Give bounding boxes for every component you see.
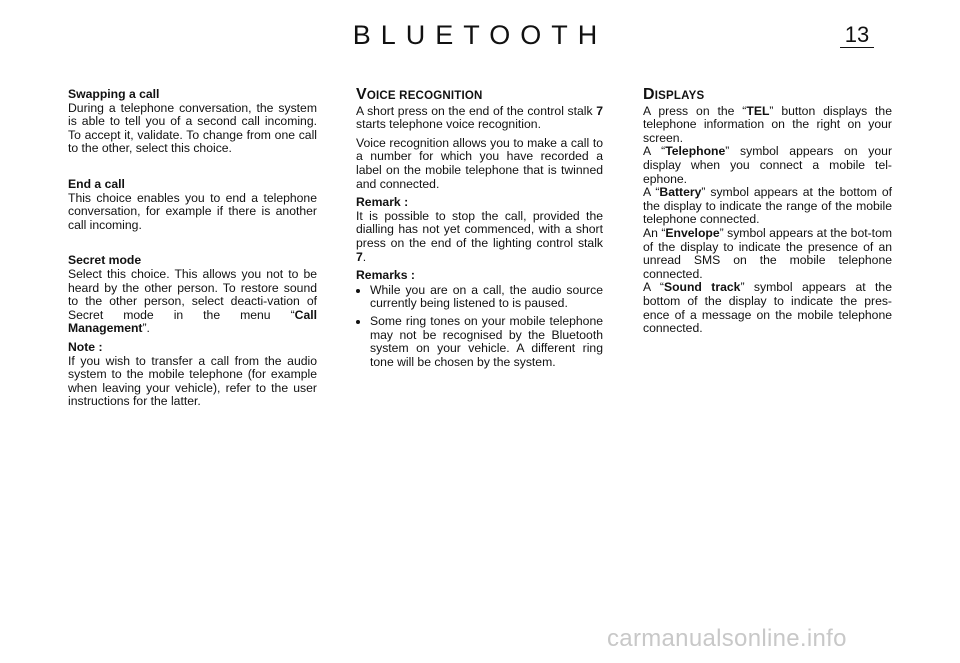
voice-recognition-intro: A short press on the end of the control stalk 7 starts telephone voice recognition. xyxy=(356,103,603,132)
secret-mode-heading: Secret mode xyxy=(68,253,142,268)
end-call-heading: End a call xyxy=(68,176,125,191)
displays-tel-text: A press on the “TEL” button displays the telephone information on the right on your screen. xyxy=(643,103,892,145)
remarks-heading: Remarks : xyxy=(356,268,415,283)
remark-heading: Remark : xyxy=(356,195,409,210)
displays-battery-text: A “Battery” symbol appears at the bottom of the display to indicate the range of the mobile telephone connected. xyxy=(643,185,892,227)
note-heading: Note : xyxy=(68,339,103,354)
remark-text: It is possible to stop the call, provided the dialling has not yet commenced, with a short press on the end of the lighting control stalk 7. xyxy=(356,208,603,264)
swap-call-heading: Swapping a call xyxy=(68,87,160,101)
note-text: If you wish to transfer a call from the audio system to the mobile telephone (for example when leaving your vehicle), refer to the user instructions for the latter. xyxy=(68,353,317,409)
column-middle xyxy=(356,88,603,373)
displays-sound-track-text: A “Sound track” symbol appears at the bottom of the display to indicate the pres-ence of a message on the mobile telephone connected. xyxy=(643,280,892,336)
voice-recognition-heading: VOICE RECOGNITION xyxy=(356,86,483,103)
watermark: carmanualsonline.info xyxy=(607,625,847,652)
secret-mode-text: Select this choice. This allows you not to be heard by the other person. To restore sound to the other person, select deacti-vation of Secret mode in the menu “Call Management”. xyxy=(68,266,317,336)
voice-recognition-text: Voice recognition allows you to make a call to a number for which you have recorded a label on the mobile telephone that is twinned and connected. xyxy=(356,135,603,191)
displays-telephone-text: A “Telephone” symbol appears on your display when you connect a mobile tel-ephone. xyxy=(643,144,893,186)
remarks-list xyxy=(356,284,603,370)
end-call-text: This choice enables you to end a telephone conversation, for example if there is another call incoming. xyxy=(68,190,317,232)
displays-heading: DISPLAYS xyxy=(643,86,705,103)
swap-call-text: During a telephone conversation, the system is able to tell you of a second call incoming. To accept it, validate. To change from one call to the other, select this choice. xyxy=(68,100,317,156)
page-title: BLUETOOTH xyxy=(352,20,608,50)
list-item: • Some ring tones on your mobile telephone may not be recognised by the Bluetooth system on your vehicle. A different ring tone will be chosen by the system. xyxy=(370,315,603,369)
page-number: 13 xyxy=(840,24,874,48)
column-right xyxy=(643,88,892,336)
list-item: • While you are on a call, the audio source currently being listened to is paused. xyxy=(370,284,603,311)
displays-envelope-text: An “Envelope” symbol appears at the bot-tom of the display to indicate the presence of an unread SMS on the mobile telephone connected. xyxy=(643,225,892,281)
column-left xyxy=(68,88,317,409)
